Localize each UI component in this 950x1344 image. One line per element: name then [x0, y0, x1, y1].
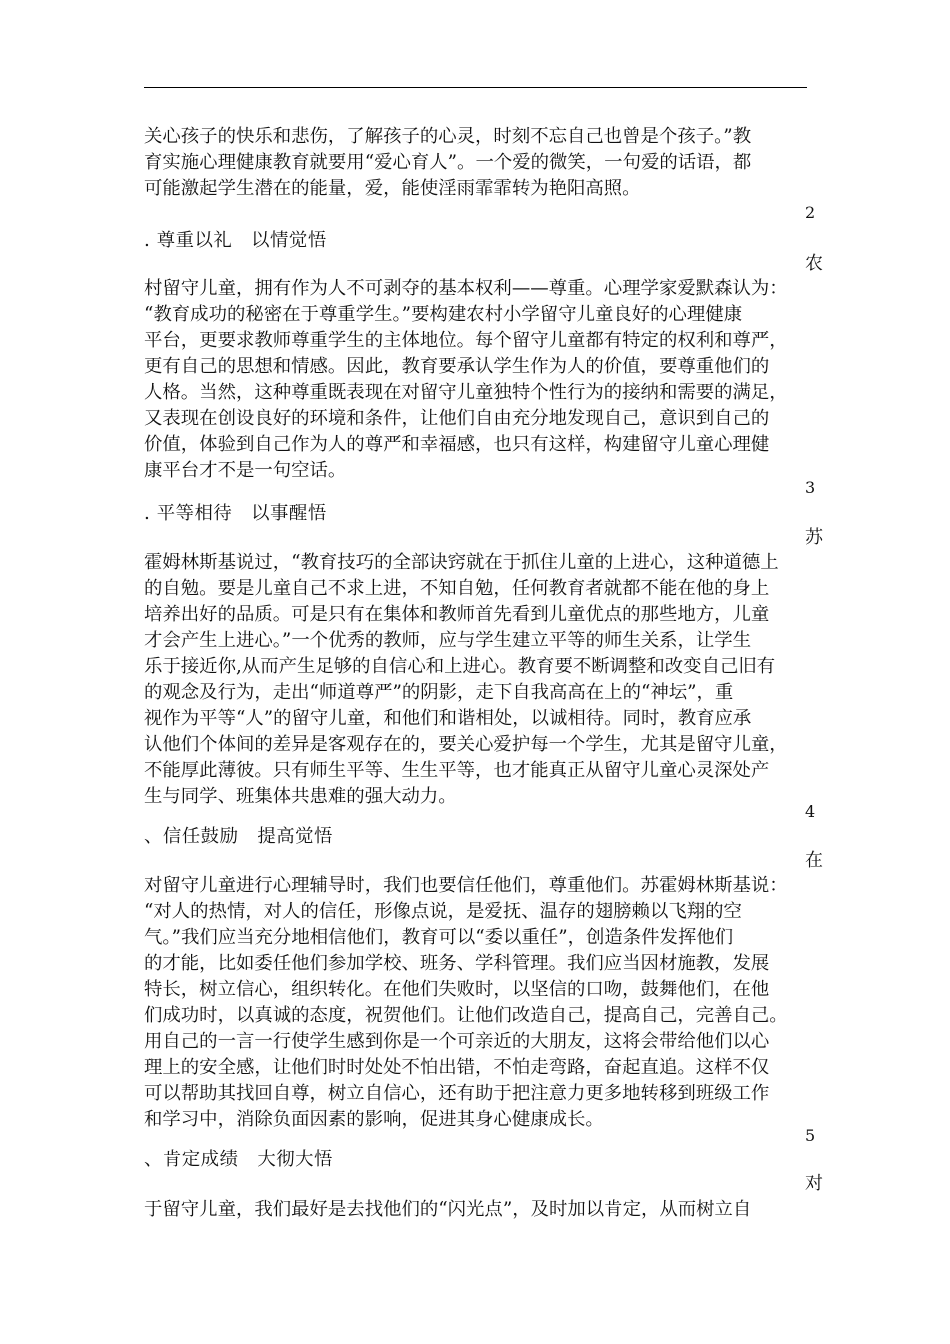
body-line: “教育成功的秘密在于尊重学生。”要构建农村小学留守儿童良好的心理健康: [144, 304, 743, 325]
body-line: 不能厚此薄彼。只有师生平等、生生平等，也才能真正从留守儿童心灵深处产: [144, 760, 770, 781]
body-line: 乐于接近你,从而产生足够的自信心和上进心。教育要不断调整和改变自己旧有: [144, 656, 776, 677]
body-line: 理上的安全感，让他们时时处处不怕出错，不怕走弯路，奋起直追。这样不仅: [144, 1057, 770, 1078]
body-line: 用自己的一言一行使学生感到你是一个可亲近的大朋友，这将会带给他们以心: [144, 1031, 770, 1052]
body-line: 和学习中，消除负面因素的影响，促进其身心健康成长。: [144, 1109, 604, 1130]
body-line: 认他们个体间的差异是客观存在的，要关心爱护每一个学生，尤其是留守儿童，: [144, 734, 788, 755]
section-heading: 、信任鼓励 提高觉悟: [144, 826, 333, 847]
section-heading: 、肯定成绩 大彻大悟: [144, 1149, 333, 1170]
body-line: 们成功时，以真诚的态度，祝贺他们。让他们改造自己，提高自己，完善自己。: [144, 1005, 788, 1026]
body-line: 更有自己的思想和情感。因此，教育要承认学生作为人的价值，要尊重他们的: [144, 356, 770, 377]
body-line: 生与同学、班集体共患难的强大动力。: [144, 786, 457, 807]
body-line: 才会产生上进心。”一个优秀的教师，应与学生建立平等的师生关系，让学生: [144, 630, 752, 651]
body-line: 价值，体验到自己作为人的尊严和幸福感，也只有这样，构建留守儿童心理健: [144, 434, 770, 455]
section-first-char: 苏: [805, 527, 823, 548]
body-line: 的才能，比如委任他们参加学校、班务、学科管理。我们应当因材施教，发展: [144, 953, 770, 974]
body-line: 对留守儿童进行心理辅导时，我们也要信任他们，尊重他们。苏霍姆林斯基说：: [144, 875, 788, 896]
section-number: 2: [805, 203, 816, 222]
body-line: 人格。当然，这种尊重既表现在对留守儿童独特个性行为的接纳和需要的满足，: [144, 382, 788, 403]
section-first-char: 农: [805, 253, 823, 274]
body-line: 视作为平等“人”的留守儿童，和他们和谐相处，以诚相待。同时，教育应承: [144, 708, 752, 729]
body-line: 育实施心理健康教育就要用“爱心育人”。一个爱的微笑，一句爱的话语，都: [144, 152, 752, 173]
body-line: 气。”我们应当充分地相信他们，教育可以“委以重任”，创造条件发挥他们: [144, 927, 734, 948]
body-line: 可以帮助其找回自尊，树立自信心，还有助于把注意力更多地转移到班级工作: [144, 1083, 770, 1104]
body-line: 关心孩子的快乐和悲伤，了解孩子的心灵，时刻不忘自己也曾是个孩子。”教: [144, 126, 752, 147]
section-first-char: 对: [805, 1173, 823, 1194]
body-line: 村留守儿童，拥有作为人不可剥夺的基本权利——尊重。心理学家爱默森认为：: [144, 278, 788, 299]
body-line: 特长，树立信心，组织转化。在他们失败时，以坚信的口吻，鼓舞他们，在他: [144, 979, 770, 1000]
body-line: 又表现在创设良好的环境和条件，让他们自由充分地发现自己，意识到自己的: [144, 408, 770, 429]
section-first-char: 在: [805, 850, 823, 871]
body-line: 霍姆林斯基说过，“教育技巧的全部诀窍就在于抓住儿童的上进心，这种道德上: [144, 552, 779, 573]
body-line: 的自勉。要是儿童自己不求上进，不知自勉，任何教育者就都不能在他的身上: [144, 578, 770, 599]
section-heading: . 平等相待 以事醒悟: [144, 503, 327, 524]
section-number: 5: [805, 1126, 816, 1145]
section-heading: . 尊重以礼 以情觉悟: [144, 230, 327, 251]
body-line: 康平台才不是一句空话。: [144, 460, 347, 481]
body-line: 可能激起学生潜在的能量，爱，能使淫雨霏霏转为艳阳高照。: [144, 178, 641, 199]
body-line: “对人的热情，对人的信任，形像点说，是爱抚、温存的翅膀赖以飞翔的空: [144, 901, 742, 922]
body-line: 培养出好的品质。可是只有在集体和教师首先看到儿童优点的那些地方，儿童: [144, 604, 770, 625]
section-number: 4: [805, 802, 816, 821]
body-line: 于留守儿童，我们最好是去找他们的“闪光点”，及时加以肯定，从而树立自: [144, 1199, 752, 1220]
section-number: 3: [805, 478, 816, 497]
header-rule: [144, 87, 807, 88]
body-line: 平台，更要求教师尊重学生的主体地位。每个留守儿童都有特定的权利和尊严，: [144, 330, 788, 351]
body-line: 的观念及行为，走出“师道尊严”的阴影，走下自我高高在上的“神坛”，重: [144, 682, 734, 703]
